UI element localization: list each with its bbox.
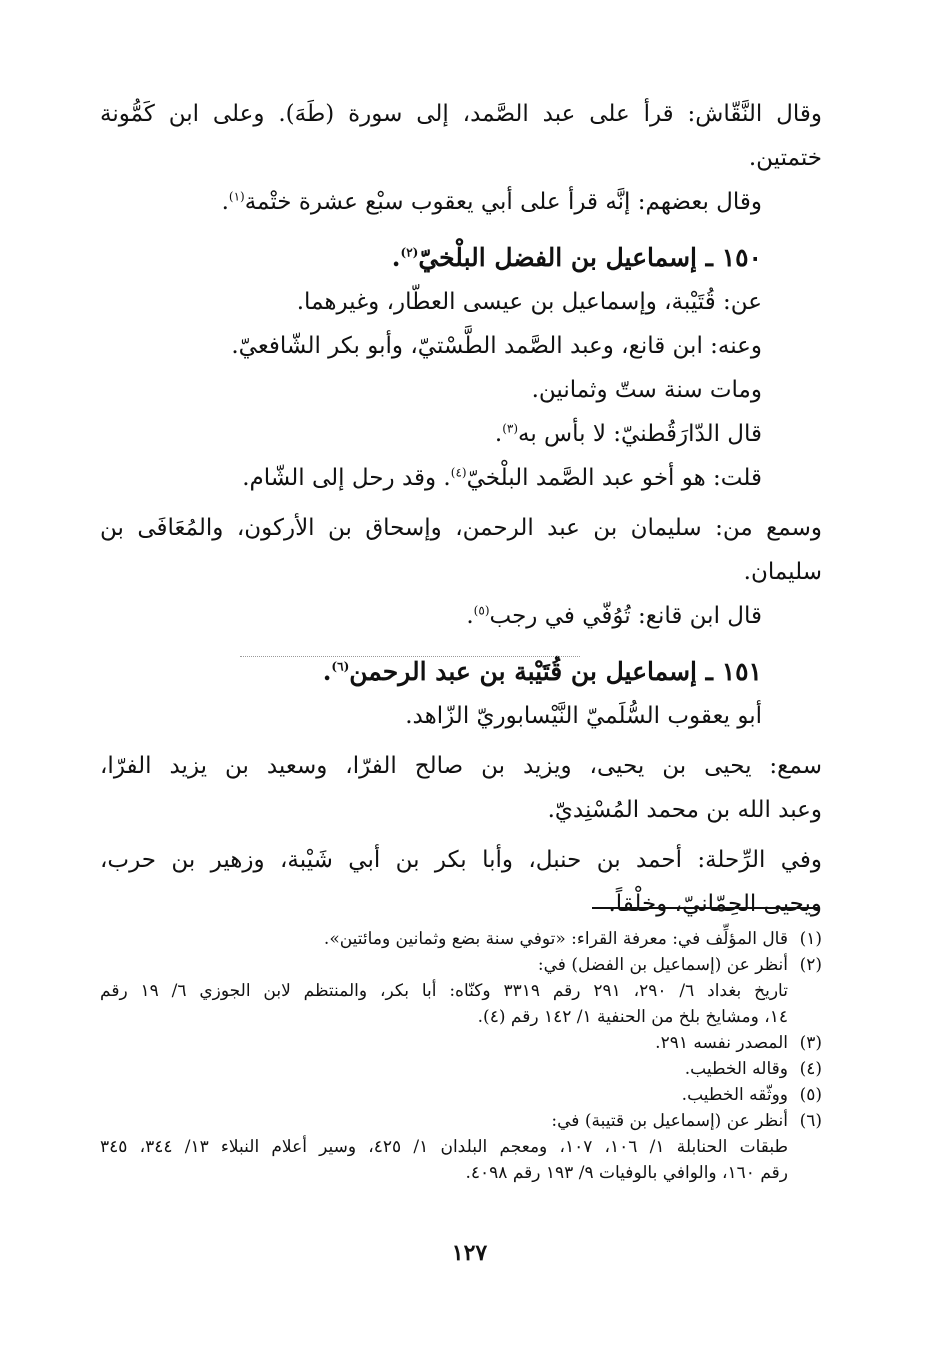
footnote (100, 1108, 822, 1134)
footnote-ref: (١) (228, 189, 245, 204)
footnote-text: أنظر عن (إسماعيل بن الفضل) في: (537, 955, 788, 975)
footnotes (100, 926, 822, 1186)
footnote-ref: (٤) (450, 465, 467, 480)
footnote (100, 1082, 822, 1108)
footnote-number: (٥) (799, 1085, 822, 1105)
text-line: قال الدّارَقُطنيّ: لا بأس به$^{(٣)}$. (494, 421, 762, 447)
footnote-ref: (٢) (400, 245, 419, 260)
footnote-text: قال المؤلِّف في: معرفة القراء: «توفي سنة بضع وثمانين ومائتين». (323, 929, 788, 949)
text-line: وعنه: ابن قانع، وعبد الصَّمد الطَّسْتيّ، وأبو بكر الشّافعيّ. (231, 333, 762, 359)
footnote-text: المصدر نفسه ٢٩١. (655, 1033, 788, 1053)
footnote-number: (١) (799, 929, 822, 949)
text-line: وفي الرِّحلة: أحمد بن حنبل، وأبا بكر بن أبي شَيْبة، وزهير بن حرب، (100, 847, 822, 873)
footnote (100, 1030, 822, 1056)
footnote-ref: (٦) (331, 659, 350, 674)
footnote-text: وقاله الخطيب. (684, 1059, 788, 1079)
footnote-text: طبقات الحنابلة ١/ ١٠٦، ١٠٧، ومعجم البلدان ١/ ٤٢٥، وسير أعلام النبلاء ١٣/ ٣٤٤، ٣٤٥ (100, 1137, 789, 1157)
footnote-number: (٣) (799, 1033, 822, 1053)
footnote-text: ووثّقه الخطيب. (681, 1085, 788, 1105)
footnote-number: (٤) (799, 1059, 822, 1079)
page-number: ١٢٧ (451, 1240, 488, 1266)
text-line: ومات سنة ستّ وثمانين. (531, 377, 762, 403)
footnote (100, 1056, 822, 1082)
entry-heading-150: ١٥٠ ـ إسماعيل بن الفضل البلْخيّ$^{(٢)}$. (391, 243, 762, 272)
main-text (100, 92, 822, 926)
text-line: وقال النَّقّاش: قرأ على عبد الصَّمد، إلى سورة (طَهَ). وعلى ابن كَمُّونة (100, 101, 822, 127)
footnote-text: تاريخ بغداد ٦/ ٢٩٠، ٢٩١ رقم ٣٣١٩ وكنّاه: أبا بكر، والمنتظم لابن الجوزي ٦/ ١٩ رقم (100, 981, 788, 1001)
dotted-divider (240, 656, 580, 657)
text-line: قلت: هو أخو عبد الصَّمد البلْخيّ$^{(٤)}$. وقد رحل إلى الشّام. (242, 465, 762, 491)
footnote-number: (٢) (799, 955, 822, 975)
text-line: وعبد الله بن محمد المُسْنِديّ. (547, 797, 822, 823)
footnote-divider (592, 907, 819, 909)
footnote-text: رقم ١٦٠، والوافي بالوفيات ٩/ ١٩٣ رقم ٤٠٩٨. (465, 1163, 788, 1183)
footnote-text: أنظر عن (إسماعيل بن قتيبة) في: (551, 1111, 788, 1131)
entry-heading-151: ١٥١ ـ إسماعيل بن قُتَيْبة بن عبد الرحمن$^{(٦)}$. (322, 657, 762, 686)
footnote-ref: (٣) (502, 421, 519, 436)
text-line: وقال بعضهم: إنَّه قرأ على أبي يعقوب سبْع عشرة ختْمة$^{(١)}$. (221, 189, 762, 215)
footnote (100, 926, 822, 952)
text-line: أبو يعقوب السُّلَميّ النَّيْسابوريّ الزّاهد. (405, 703, 762, 729)
footnote-number: (٦) (799, 1111, 822, 1131)
text-line: قال ابن قانع: تُوُفّي في رجب$^{(٥)}$. (466, 603, 762, 629)
text-line: ويحيى الحِمّانيّ، وخلْقاً. (608, 891, 822, 917)
text-line: ختمتين. (748, 145, 822, 171)
text-line: سمع: يحيى بن يحيى، ويزيد بن صالح الفرّا، وسعيد بن يزيد الفرّا، (100, 753, 822, 779)
footnote (100, 952, 822, 978)
footnote-text: ١٤، ومشايخ بلخ من الحنفية ١/ ١٤٢ رقم (٤). (477, 1007, 788, 1027)
footnote-ref: (٥) (473, 603, 490, 618)
text-line: وسمع من: سليمان بن عبد الرحمن، وإسحاق بن الأركون، والمُعَافَى بن (100, 515, 822, 541)
text-line: عن: قُتَيْبة، وإسماعيل بن عيسى العطّار، وغيرهما. (296, 289, 762, 315)
text-line: سليمان. (743, 559, 822, 585)
